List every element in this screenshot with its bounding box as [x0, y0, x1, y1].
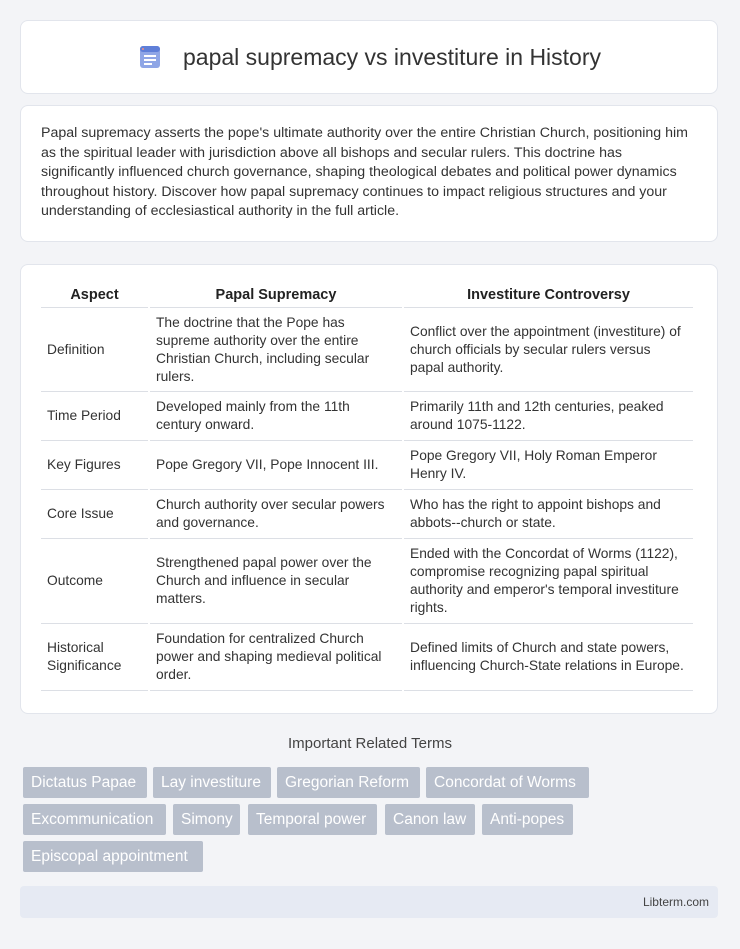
table-header-row [41, 283, 693, 308]
table-cell: Pope Gregory VII, Pope Innocent III. [150, 441, 402, 490]
page-title: papal supremacy vs investiture in History [183, 43, 601, 70]
related-term-tag[interactable]: Lay investiture [153, 767, 271, 798]
table-cell: Strengthened papal power over the Church and influence in secular matters. [150, 539, 402, 624]
table-cell: Outcome [41, 539, 148, 624]
related-term-tag[interactable]: Temporal power [248, 804, 377, 835]
related-term-tag[interactable]: Gregorian Reform [277, 767, 420, 798]
related-term-tag[interactable]: Episcopal appointment [23, 841, 203, 872]
table-cell: The doctrine that the Pope has supreme authority over the entire Christian Church, including secular rulers. [150, 308, 402, 392]
table-cell: Key Figures [41, 441, 148, 490]
table-row [41, 539, 693, 624]
table-cell: Defined limits of Church and state powers, influencing Church-State relations in Europe. [404, 624, 693, 691]
column-header: Investiture Controversy [404, 283, 693, 308]
table-cell: Historical Significance [41, 624, 148, 691]
intro-text: Papal supremacy asserts the pope's ultimate authority over the entire Christian Church, positioning him as the spiritual leader with jurisdiction above all bishops and secular rulers. This doctrine has significantly influenced church governance, shaping theological debates and political power dynamics throughout history. Discover how papal supremacy continues to impact religious structures and your understanding of ecclesiastical authority in the full article. [41, 125, 688, 219]
table-cell: Developed mainly from the 11th century onward. [150, 392, 402, 441]
table-cell: Pope Gregory VII, Holy Roman Emperor Henry IV. [404, 441, 693, 490]
table-row [41, 490, 693, 539]
related-term-tag[interactable]: Excommunication [23, 804, 166, 835]
table-row [41, 392, 693, 441]
intro-card [20, 105, 718, 242]
column-header: Aspect [41, 283, 148, 308]
table-cell: Time Period [41, 392, 148, 441]
related-term-tag[interactable]: Anti-popes [482, 804, 573, 835]
table-cell: Conflict over the appointment (investiture) of church officials by secular rulers versus papal authority. [404, 308, 693, 392]
related-term-tag[interactable]: Concordat of Worms [426, 767, 589, 798]
document-icon [137, 44, 163, 70]
comparison-table [39, 283, 695, 691]
related-term-tag[interactable]: Canon law [385, 804, 475, 835]
column-header: Papal Supremacy [150, 283, 402, 308]
footer-site-link[interactable]: Libterm.com [642, 895, 709, 909]
comparison-table-card [20, 264, 718, 714]
table-row [41, 441, 693, 490]
table-row [41, 624, 693, 691]
footer [20, 886, 718, 918]
related-term-tag[interactable]: Dictatus Papae [23, 767, 147, 798]
table-cell: Definition [41, 308, 148, 392]
table-row [41, 308, 693, 392]
related-terms-title: Important Related Terms [288, 735, 452, 752]
table-cell: Church authority over secular powers and governance. [150, 490, 402, 539]
table-cell: Foundation for centralized Church power and shaping medieval political order. [150, 624, 402, 691]
table-cell: Primarily 11th and 12th centuries, peaked around 1075-1122. [404, 392, 693, 441]
related-term-tag[interactable]: Simony [173, 804, 240, 835]
header-card [20, 20, 718, 94]
table-cell: Ended with the Concordat of Worms (1122), compromise recognizing papal spiritual authority and emperor's temporal investiture rights. [404, 539, 693, 624]
table-cell: Who has the right to appoint bishops and abbots--church or state. [404, 490, 693, 539]
table-cell: Core Issue [41, 490, 148, 539]
